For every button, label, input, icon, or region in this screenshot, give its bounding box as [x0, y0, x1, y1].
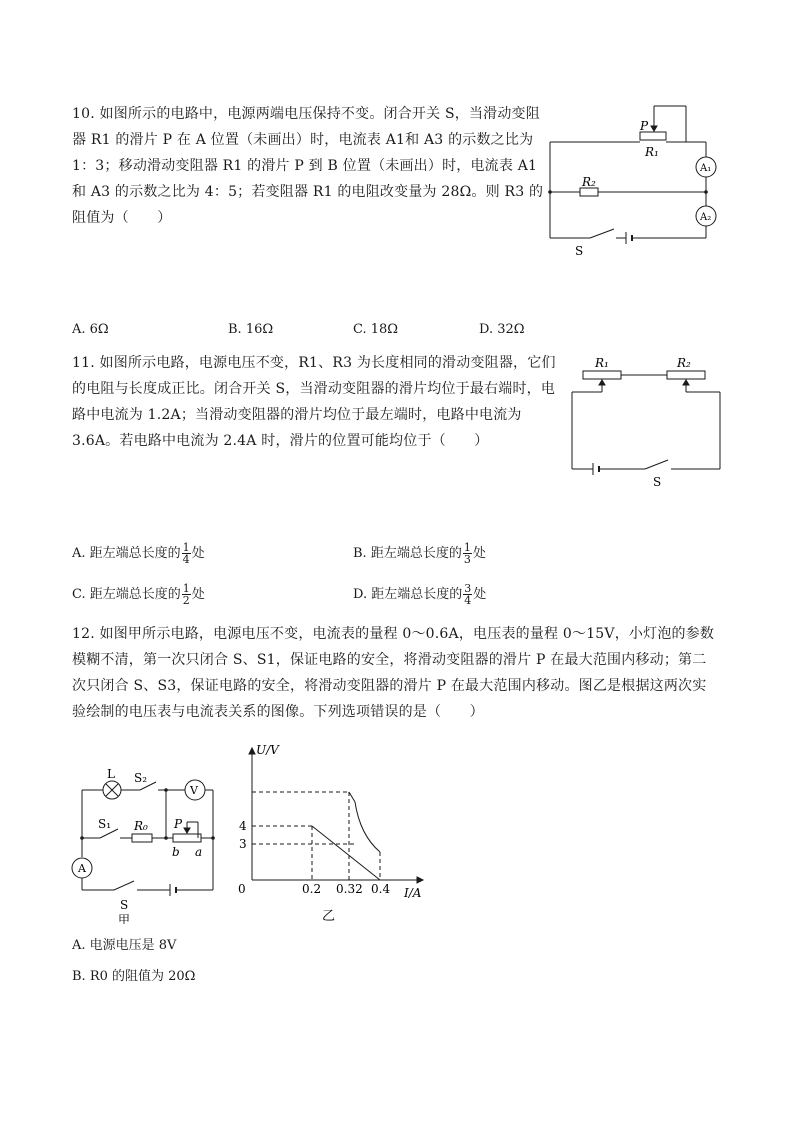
label-a: a	[195, 845, 203, 859]
q11-option-c[interactable]: C. 距左端总长度的 $\frac{1}{2}$ 处	[72, 582, 205, 607]
label-A: A	[78, 862, 86, 875]
q10-option-b[interactable]: B. 16Ω	[228, 322, 274, 337]
q12-option-b[interactable]: B. R0 的阻值为 20Ω	[72, 969, 196, 984]
label-P: P	[640, 119, 649, 133]
caption-jia: 甲	[118, 913, 131, 924]
question-11-circuit-diagram	[565, 352, 735, 492]
label-R1: R₁	[595, 356, 609, 370]
question-10-circuit-diagram	[540, 102, 730, 262]
q10-option-d[interactable]: D. 32Ω	[479, 322, 525, 337]
q11-option-b[interactable]: B. 距左端总长度的 $\frac{1}{3}$ 处	[353, 541, 486, 566]
label-V: V	[190, 784, 198, 797]
label-L: L	[107, 767, 115, 781]
q10-option-c[interactable]: C. 18Ω	[353, 322, 399, 337]
figure-jia-circuit	[70, 762, 230, 924]
x-tick-0.2: 0.2	[302, 882, 322, 896]
label-S: S	[575, 244, 584, 258]
label-R1: R₁	[645, 145, 659, 159]
x-tick-0.32: 0.32	[336, 882, 363, 896]
q11-option-a[interactable]: A. 距左端总长度的 $\frac{1}{4}$ 处	[72, 541, 205, 566]
label-R0: R₀	[134, 819, 148, 833]
label-S: S	[120, 898, 129, 912]
origin-label: 0	[238, 882, 246, 896]
label-A1: A₁	[700, 163, 712, 174]
question-10-text: 10. 如图所示的电路中，电源两端电压保持不变。闭合开关 S，当滑动变阻器 R1 的滑片 P 在 A 位置（未画出）时，电流表 A1和 A3 的示数之比为 1：3；移动滑动变阻器 R1 的滑片 P 到 B 位置（未画出）时，电流表 A1和 A3 的示数之比为 4：5；若变阻器 R1 的电阻改变量为 28Ω。则 R3 的阻值为（ ）	[72, 106, 544, 226]
caption-yi: 乙	[322, 909, 336, 924]
label-S1: S₁	[98, 817, 112, 831]
y-tick-3: 3	[239, 837, 247, 851]
label-P: P	[174, 817, 183, 831]
figure-yi-graph	[232, 740, 432, 925]
q12-option-a[interactable]: A. 电源电压是 8V	[72, 938, 177, 953]
question-11-text: 11. 如图所示电路，电源电压不变，R1、R3 为长度相同的滑动变阻器，它们的电阻与长度成正比。闭合开关 S，当滑动变阻器的滑片均位于最右端时，电路中电流为 1.2A；当滑动变阻器的滑片均位于最左端时，电路中电流为 3.6A。若电路中电流为 2.4A 时，滑片的位置可能均位于（ ）	[72, 355, 556, 449]
x-axis-label: I/A	[404, 886, 422, 900]
q10-option-a[interactable]: A. 6Ω	[72, 322, 109, 337]
label-R2: R₂	[582, 175, 596, 189]
q11-option-d[interactable]: D. 距左端总长度的 $\frac{3}{4}$ 处	[353, 582, 487, 607]
label-b: b	[172, 845, 180, 859]
label-R2: R₂	[677, 356, 691, 370]
label-A2: A₂	[700, 212, 712, 223]
label-S2: S₂	[134, 771, 148, 785]
y-axis-label: U/V	[256, 743, 279, 757]
x-tick-0.4: 0.4	[371, 882, 391, 896]
y-tick-4: 4	[239, 819, 247, 833]
question-12-text: 12. 如图甲所示电路，电源电压不变，电流表的量程 0～0.6A，电压表的量程 0～15V，小灯泡的参数模糊不清，第一次只闭合 S、S1，保证电路的安全，将滑动变阻器的滑片 P 在最大范围内移动；第二次只闭合 S、S3，保证电路的安全，将滑动变阻器的滑片 P 在最大范围内移动。图乙是根据这两次实验绘制的电压表与电流表关系的图像。下列选项错误的是（ ）	[72, 626, 715, 720]
label-S: S	[653, 475, 662, 489]
